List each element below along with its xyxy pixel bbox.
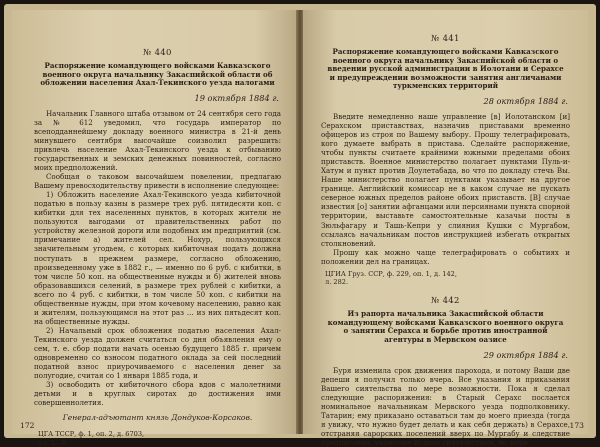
doc-441-paragraph: Введите немедленно наше управление [в] Иолотанском [и] Серахском приставствах, назначив приставами временно офицеров из строя по Вашему выбору. Прошу телеграфировать, кого думаете выбрать в пристава. Сделайте распоряжение, чтобы пункты считаете крайними южными пределами обоих приставств. Военное министерство полагает пунктами Пуль-и-Хатум и пункт против Доулетабада, во что по докладу стечь Вы. Наше министерство полагает пунктами указывает на другое границе. Английский комиссар не в каком случае не пускать северное южных пределов районе обоих приставств. [В] случае известия [о] занятии афганцами или персиянами пункта спорной территории, выставьте самостоятельные казачьи посты в Зюльфагару и Ташь-Кепри у слияния Кушки с Мургабом, ссылаясь начальникам постов инструкцией избегать открытых столкновений. [321,111,570,248]
doc-442-paragraph: Буря изменила срок движения парохода, и потому Ваши две депеши я получил только вчера. Все указания и приказания Вашего сиятельства по мере возможности. Пока я сделал следующие распоряжения: в Старый Серахс послается номинальное начальникам Мервского уезда подполковнику. Татарин; ему приказано оставаться там до моего приезда (тогда я увижу, что нужно будет делать и как себя держать) в Серахсе, отстраняя сарорских поселений вверх по Мургабу и следствие предписание, уважение Вашим сиятельством, по мере [321,365,570,447]
left-page [12,10,297,447]
doc-440-number: № 440 [143,48,172,58]
doc-440-archive-ref: ЦГА ТССР, ф. 1, оп. 2, д. 6703, лл. 5—6. [38,430,145,447]
doc-441-archive-ref: ЦГИА Груз. ССР, ф. 229, оп. 1, д. 142, л. 282. [325,269,457,286]
doc-440-paragraph: 3) освободить от кибиточного сбора вдов с малолетними детьми и в круглых сиротах до достижения ими совершеннолетия. [34,380,281,408]
doc-440-date: 19 октября 1884 г. [194,92,279,103]
doc-440-paragraph: 2) Начальный срок обложения податью населения Ахал-Текинского уезда должен считаться со дня объявления ему о сем, т. е. сбор подати начать осенью будущего 1885 г. причем одновременно со взносом податного оклада за сей последний податной взнос приурочиваемого с населения денег за полугодие, считая со 1 января 1885 года, и [34,325,281,381]
doc-442-number: № 442 [431,296,460,307]
book-spread [4,4,596,447]
doc-440-title: Распоряжение командующего войсками Кавказского военного округа начальнику Закаспийской области об обложении населения Ахал-Текинского уезда налогами [40,61,275,88]
doc-440-signature: Генерал-адъютант князь Дондуков-Корсаков. [62,413,253,423]
doc-441-title: Распоряжение командующего войсками Кавказского военного округа начальнику Закаспийской области о введении русской администрации в Иолотани и Серахсе и предупреждении возможности занятия англичанами туркменских территорий [327,47,564,91]
left-page-number: 172 [20,421,35,430]
doc-442-title: Из рапорта начальника Закаспийской области командующему войсками Кавказского военного округа о занятии Серахса и борьбе против иностранной агентуры в Мервском оазисе [327,309,564,344]
doc-440-paragraph: Сообщая о таковом высочайшем повелении, предлагаю Вашему превосходительству привести в исполнение следующее: [34,172,281,191]
doc-441-paragraph: Прошу как можно чаще телеграфировать о событиях и положении дел на границах. [321,247,570,266]
doc-442-date: 29 октября 1884 г. [483,349,568,360]
doc-440-paragraph: Начальник Главного штаба отзывом от 24 сентября сего года за № 612 уведомил, что государь император по всеподданнейшему докладу военного министра в 21-й день минувшего сентября высочайше соизволил разрешить: привлечь население Ахал-Текинского уезда к отбыванию государственных и земских денежных повинностей, согласно моих предположений. [34,108,281,173]
right-page [303,10,588,447]
doc-440-paragraph: 1) Обложить население Ахал-Текинского уезда кибиточной податью в пользу казны в размере трех руб. пятидесяти коп. с кибитки для тех населенных пунктов, в которых жители не пользуются выгодами от правительственных работ по устройству железной дороги или подобных им предприятий (см. примечание а) жителей сел. Нохур, пользующихся значительным угодьем, с которых кибиточная подать должна поступать в прежнем размере, согласно обложению, произведенному уже в 1882 г., — именно по 6 руб. с кибитки, в том числе 50 коп. на общественные нужды и б) жителей вновь образовавшихся селений, в размере трех рублей с кибитки, а всего по 4 руб. с кибитки, в том числе 50 коп. с кибитки на общественные нужды, при этом кочевому населению, равно как и жителям, пользующимся на этот раз ... из них пятьдесят коп. на общественные нужды. [34,190,281,326]
doc-441-date: 28 октября 1884 г. [483,95,568,106]
right-page-number: 173 [569,421,584,430]
doc-441-number: № 441 [431,34,460,44]
